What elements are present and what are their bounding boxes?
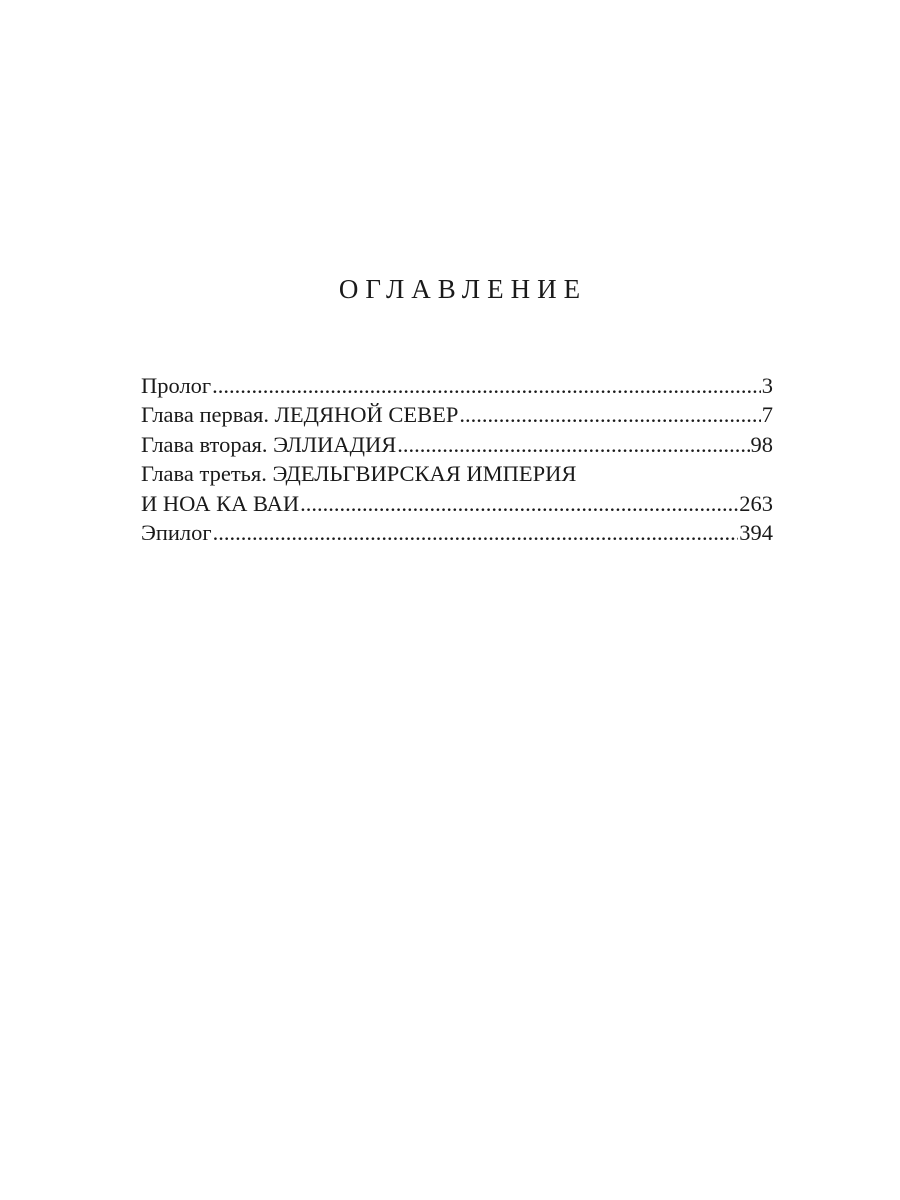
toc-entry-chapter-1 [141,400,773,429]
toc-entry-chapter-2 [141,430,773,459]
dot-leader [212,371,761,400]
dot-leader [459,400,760,429]
dot-leader [213,518,739,547]
table-of-contents [141,371,773,547]
toc-entry-title: Эпилог [141,520,212,546]
toc-entry-title: Глава вторая. ЭЛЛИАДИЯ [141,431,397,457]
toc-entry-chapter-3 [141,489,773,518]
dot-leader [397,430,749,459]
toc-entry-page: 3 [761,373,773,398]
toc-entry-epilogue [141,518,773,547]
toc-heading: ОГЛАВЛЕНИЕ [338,274,588,304]
toc-entry-page: 98 [750,431,773,457]
toc-entry-title: Глава первая. ЛЕДЯНОЙ СЕВЕР [141,402,459,428]
toc-entry-chapter-3-line-1: Глава третья. ЭДЕЛЬГВИРСКАЯ ИМПЕРИЯ [141,461,577,487]
toc-entry-prologue [141,371,773,400]
toc-entry-page: 7 [761,402,773,428]
toc-entry-title: И НОА КА ВАИ [141,490,300,516]
toc-entry-page: 394 [739,520,773,546]
dot-leader [300,489,738,518]
toc-entry-title: Пролог [141,373,212,398]
toc-entry-page: 263 [739,490,773,516]
